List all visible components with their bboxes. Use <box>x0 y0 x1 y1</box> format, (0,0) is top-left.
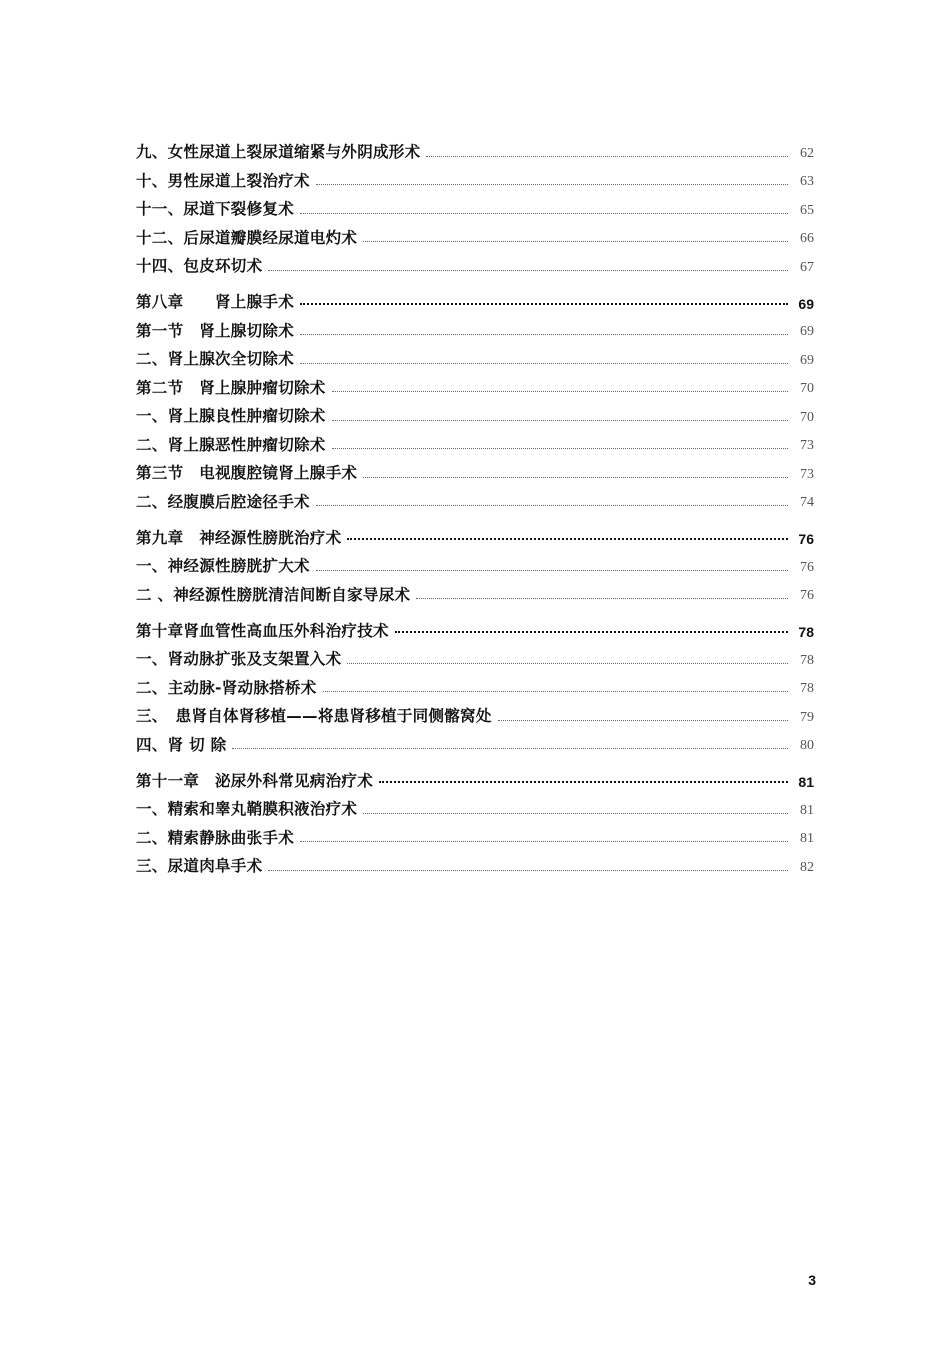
dot-leader <box>316 505 788 506</box>
toc-entry-title: 十、男性尿道上裂治疗术 <box>136 171 310 190</box>
toc-entry-page: 66 <box>800 231 814 246</box>
toc-entry[interactable] <box>136 818 814 847</box>
toc-entry-title: 二、肾上腺次全切除术 <box>136 350 295 368</box>
toc-entry-title: 二、肾上腺恶性肿瘤切除术 <box>136 435 326 454</box>
toc-chapter-entry[interactable] <box>136 603 814 639</box>
toc-entry-page: 67 <box>800 259 814 275</box>
dot-leader <box>347 663 788 664</box>
toc-entry-page: 69 <box>800 352 814 368</box>
toc-entry-page: 78 <box>800 681 814 696</box>
toc-chapter-title: 第八章 肾上腺手术 <box>136 293 295 311</box>
dot-leader <box>316 184 788 185</box>
toc-entry[interactable] <box>136 846 814 875</box>
toc-entry-title: 第二节 肾上腺肿瘤切除术 <box>136 378 326 397</box>
toc-entry[interactable] <box>136 546 814 575</box>
toc-chapter-page: 69 <box>798 295 814 312</box>
toc-entry[interactable] <box>136 789 814 818</box>
toc-entry-title: 十一、尿道下裂修复术 <box>136 200 295 218</box>
toc-entry[interactable] <box>136 132 814 161</box>
toc-chapter-entry[interactable] <box>136 753 814 789</box>
dot-leader <box>268 270 788 271</box>
dot-leader <box>232 748 788 749</box>
toc-entry-title: 三、 患肾自体肾移植——将患肾移植于同侧髂窝处 <box>136 707 492 725</box>
toc-entry-title: 三、尿道肉阜手术 <box>136 857 263 875</box>
toc-entry-page: 74 <box>800 495 814 510</box>
dot-leader <box>426 156 788 157</box>
toc-entry[interactable] <box>136 189 814 218</box>
toc-chapter-page: 81 <box>798 774 814 790</box>
toc-chapter-entry[interactable] <box>136 510 814 546</box>
toc-entry-page: 70 <box>800 381 814 396</box>
toc-entry[interactable] <box>136 575 814 604</box>
toc-entry[interactable] <box>136 725 814 754</box>
toc-entry-page: 76 <box>800 588 814 603</box>
toc-entry[interactable] <box>136 368 814 397</box>
toc-entry[interactable] <box>136 161 814 190</box>
toc-entry-title: 十二、后尿道瓣膜经尿道电灼术 <box>136 228 358 247</box>
toc-entry[interactable] <box>136 425 814 454</box>
dot-leader <box>316 570 788 571</box>
toc-chapter-page: 78 <box>798 624 814 640</box>
toc-entry-page: 69 <box>800 324 814 339</box>
toc-entry-page: 65 <box>800 202 814 218</box>
toc-entry-page: 73 <box>800 438 814 453</box>
toc-entry-page: 73 <box>800 466 814 482</box>
toc-entry-title: 第一节 肾上腺切除术 <box>136 321 295 340</box>
toc-entry-title: 第三节 电视腹腔镜肾上腺手术 <box>136 464 358 482</box>
dot-leader <box>363 813 788 814</box>
toc-entry-title: 九、女性尿道上裂尿道缩紧与外阴成形术 <box>136 143 421 161</box>
dot-leader <box>379 781 788 783</box>
toc-entry[interactable] <box>136 246 814 275</box>
dot-leader <box>363 241 788 242</box>
toc-entry[interactable] <box>136 311 814 340</box>
toc-chapter-page: 76 <box>798 531 814 547</box>
toc-entry-title: 一、肾动脉扩张及支架置入术 <box>136 650 342 668</box>
dot-leader <box>300 213 788 214</box>
toc-entry-page: 70 <box>800 409 814 425</box>
dot-leader <box>498 720 788 721</box>
toc-entry-page: 80 <box>800 738 814 753</box>
dot-leader <box>332 448 788 449</box>
toc-entry-page: 63 <box>800 174 814 189</box>
toc-entry-title: 十四、包皮环切术 <box>136 257 263 275</box>
dot-leader <box>300 303 788 305</box>
dot-leader <box>300 363 788 364</box>
toc-entry[interactable] <box>136 218 814 247</box>
toc-entry-page: 76 <box>800 559 814 575</box>
table-of-contents <box>136 132 814 875</box>
toc-chapter-title: 第九章 神经源性膀胱治疗术 <box>136 528 342 547</box>
dot-leader <box>268 870 788 871</box>
toc-entry[interactable] <box>136 339 814 368</box>
toc-entry-page: 82 <box>800 859 814 875</box>
dot-leader <box>416 598 788 599</box>
toc-chapter-entry[interactable] <box>136 275 814 311</box>
toc-chapter-title: 第十一章 泌尿外科常见病治疗术 <box>136 771 374 790</box>
toc-entry[interactable] <box>136 396 814 425</box>
dot-leader <box>347 538 788 540</box>
dot-leader <box>300 841 788 842</box>
toc-chapter-title: 第十章肾血管性高血压外科治疗技术 <box>136 621 389 640</box>
toc-entry-page: 81 <box>800 831 814 846</box>
toc-entry-page: 81 <box>800 802 814 818</box>
toc-entry-title: 二 、神经源性膀胱清洁间断自家导尿术 <box>136 585 411 604</box>
toc-entry-title: 二、经腹膜后腔途径手术 <box>136 492 310 511</box>
toc-entry-title: 一、肾上腺良性肿瘤切除术 <box>136 407 326 425</box>
toc-entry-title: 二、精索静脉曲张手术 <box>136 828 295 847</box>
toc-entry-page: 79 <box>800 709 814 725</box>
toc-entry[interactable] <box>136 696 814 725</box>
dot-leader <box>300 334 788 335</box>
toc-entry-title: 一、神经源性膀胱扩大术 <box>136 557 310 575</box>
dot-leader <box>323 691 788 692</box>
toc-entry[interactable] <box>136 453 814 482</box>
dot-leader <box>363 477 788 478</box>
page-number: 3 <box>808 1272 816 1288</box>
dot-leader <box>332 420 788 421</box>
toc-entry[interactable] <box>136 668 814 697</box>
toc-entry[interactable] <box>136 482 814 511</box>
toc-entry-title: 二、主动脉-肾动脉搭桥术 <box>136 678 317 697</box>
toc-entry-page: 78 <box>800 652 814 668</box>
toc-entry[interactable] <box>136 639 814 668</box>
toc-entry-title: 四、肾 切 除 <box>136 735 227 754</box>
toc-entry-title: 一、精索和睾丸鞘膜积液治疗术 <box>136 800 358 818</box>
toc-entry-page: 62 <box>800 145 814 161</box>
dot-leader <box>332 391 788 392</box>
dot-leader <box>395 631 788 633</box>
